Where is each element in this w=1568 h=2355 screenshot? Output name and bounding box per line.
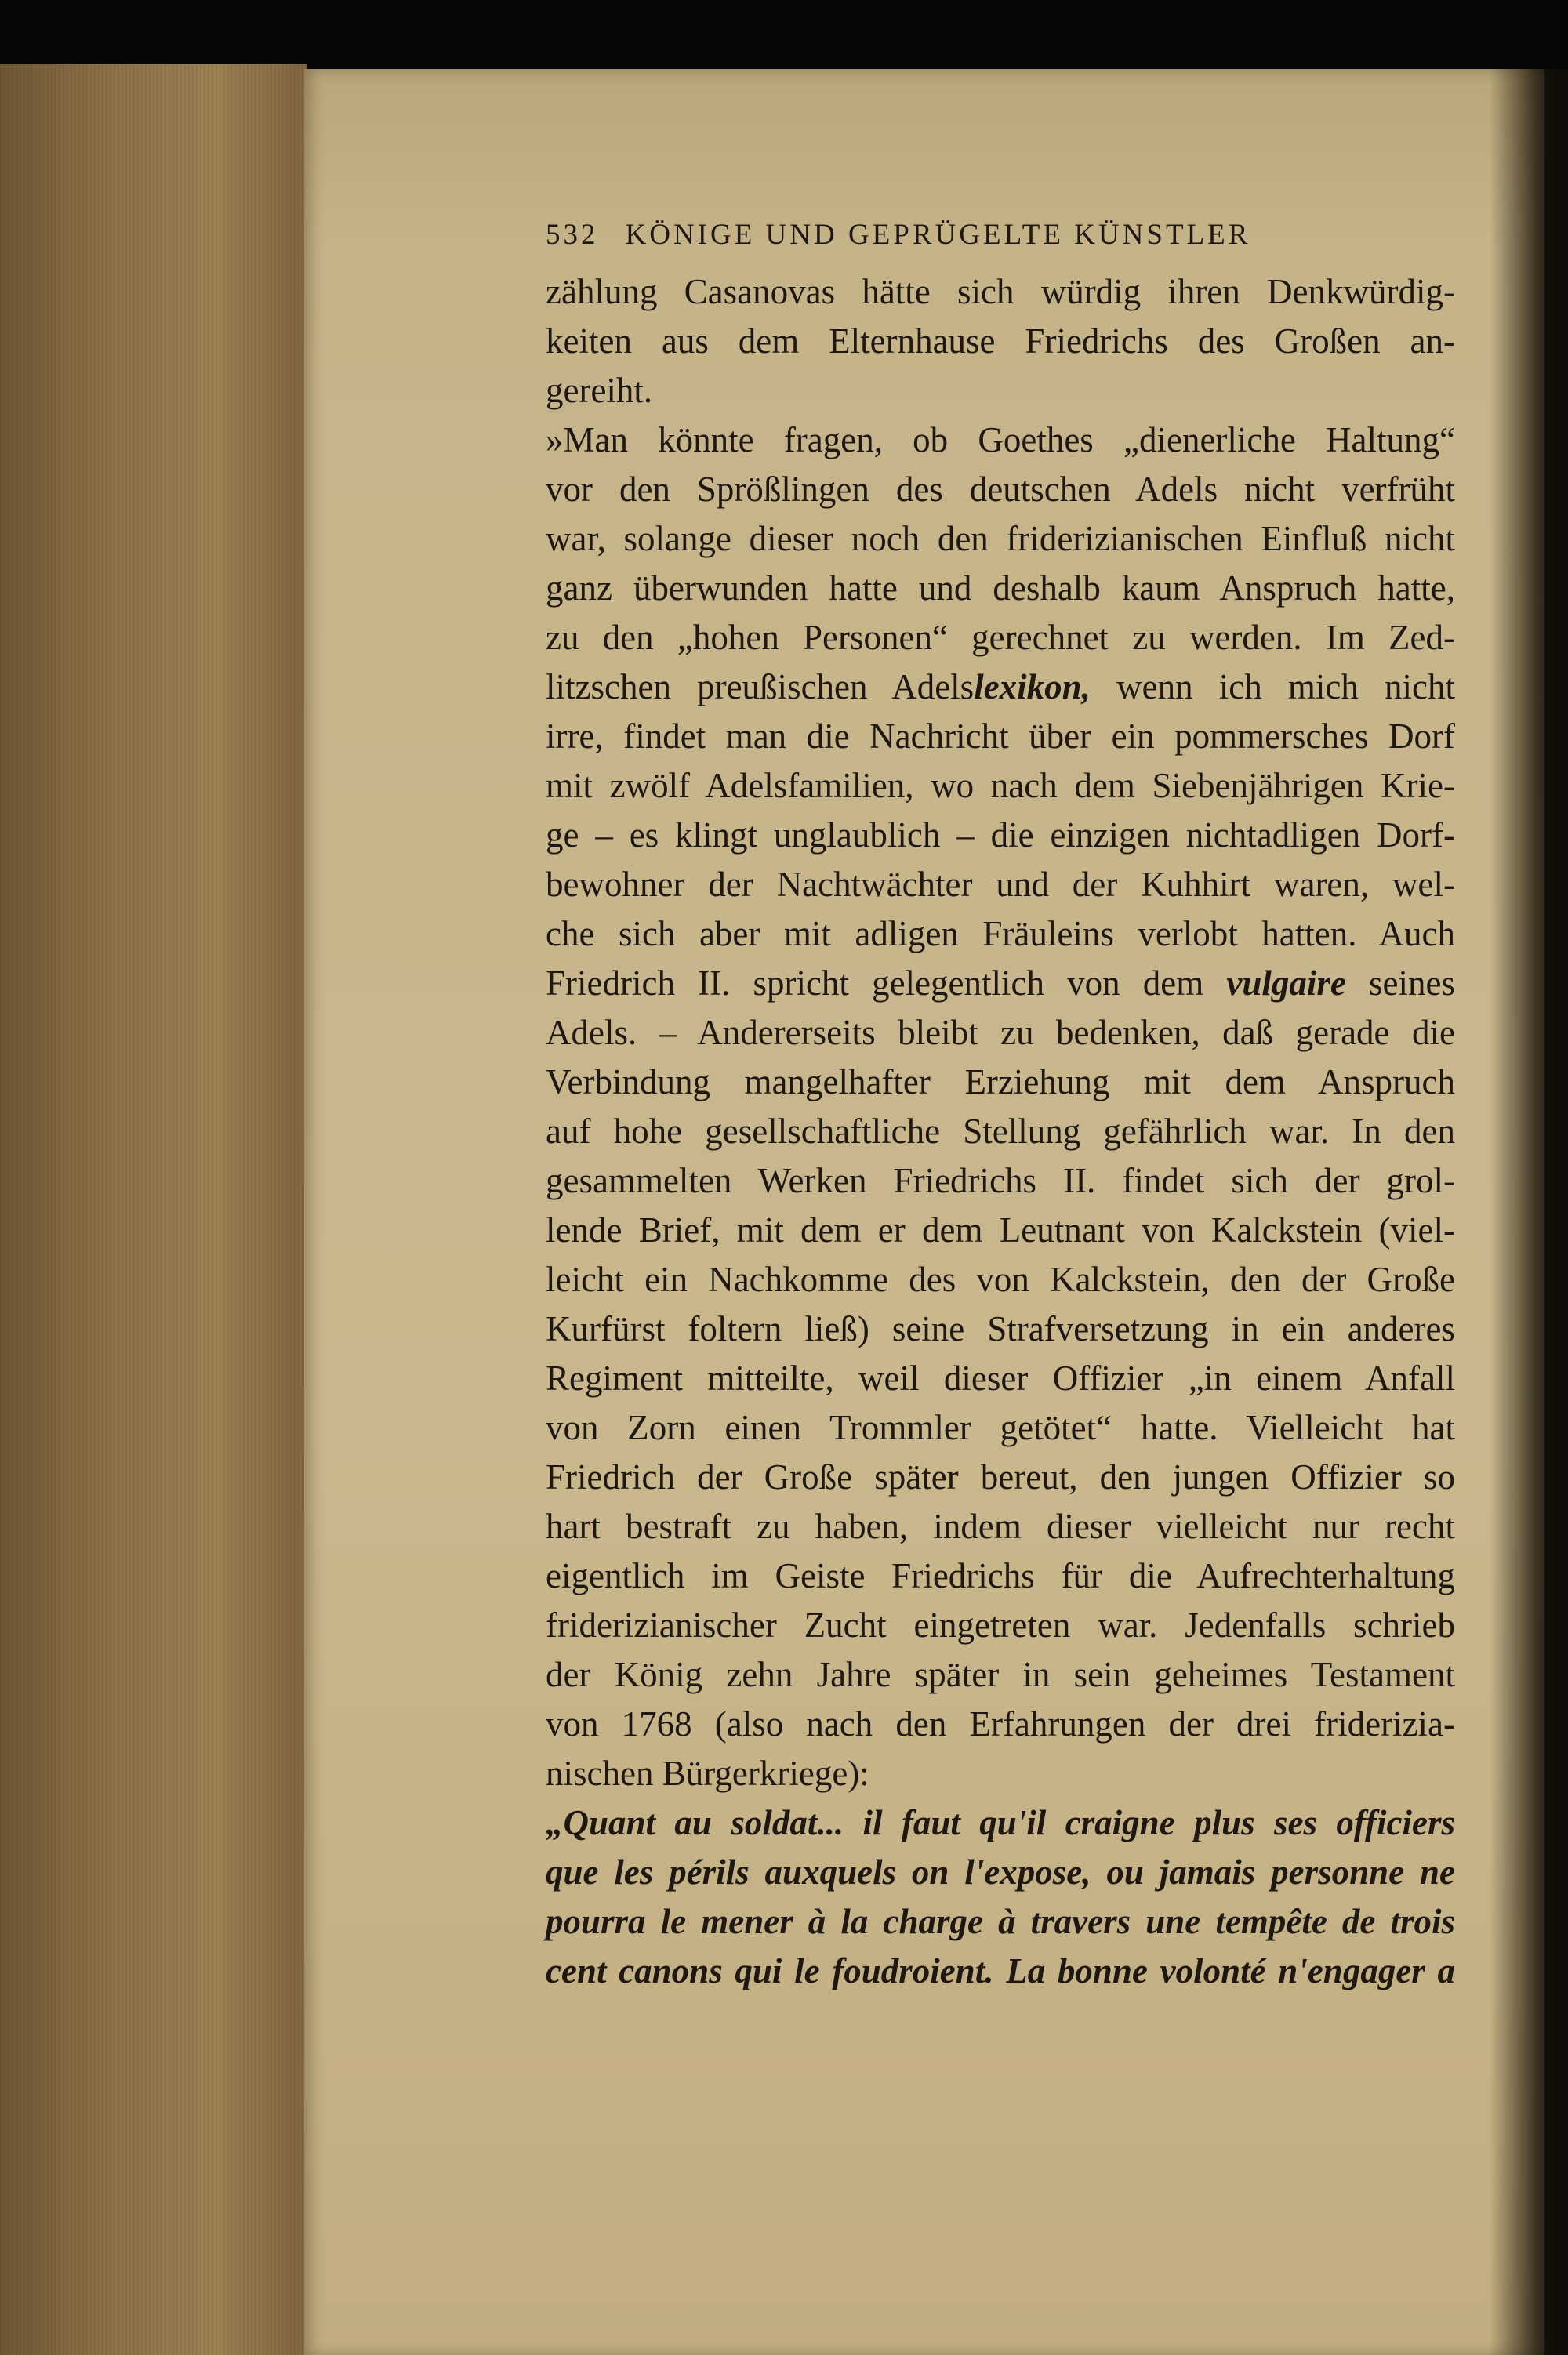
text-line: mit zwölf Adelsfamilien, wo nach dem Siebenjährigen Krie- bbox=[546, 766, 1455, 805]
text-line: eigentlich im Geiste Friedrichs für die Aufrechterhaltung bbox=[546, 1556, 1455, 1595]
text-line: Kurfürst foltern ließ) seine Strafversetzung in ein anderes bbox=[546, 1309, 1455, 1348]
text-line: vor den Sprößlingen des deutschen Adels nicht verfrüht bbox=[546, 470, 1455, 509]
text-line: Verbindung mangelhafter Erziehung mit dem Anspruch bbox=[546, 1062, 1455, 1101]
text-line: von 1768 (also nach den Erfahrungen der drei friderizia- bbox=[546, 1704, 1455, 1744]
page-gutter-shadow bbox=[1490, 69, 1568, 2355]
text-line: ge – es klingt unglaublich – die einzigen nichtadligen Dorf- bbox=[546, 815, 1455, 855]
text-line: gesammelten Werken Friedrichs II. findet sich der grol- bbox=[546, 1161, 1455, 1200]
text-line: keiten aus dem Elternhause Friedrichs des Großen an- bbox=[546, 321, 1455, 361]
text-line: Adels. – Andererseits bleibt zu bedenken, daß gerade die bbox=[546, 1013, 1455, 1052]
emphasized-word: lexikon, bbox=[974, 667, 1091, 706]
text-line: ganz überwunden hatte und deshalb kaum Anspruch hatte, bbox=[546, 568, 1455, 608]
text-line: hart bestraft zu haben, indem dieser vielleicht nur recht bbox=[546, 1507, 1455, 1546]
text-line: nischen Bürgerkriege): bbox=[546, 1754, 869, 1793]
scan-background-top bbox=[0, 0, 1568, 71]
page-number: 532 bbox=[546, 219, 599, 251]
text-line: gereiht. bbox=[546, 371, 653, 410]
text-line: friderizianischer Zucht eingetreten war. Jedenfalls schrieb bbox=[546, 1606, 1455, 1645]
emphasized-word: vulgaire bbox=[1226, 963, 1346, 1003]
text-line: irre, findet man die Nachricht über ein pommersches Dorf bbox=[546, 717, 1455, 756]
text-line: zu den „hohen Personen“ gerechnet zu werden. Im Zed- bbox=[546, 618, 1455, 657]
text-run: Friedrich II. spricht gelegentlich von dem bbox=[546, 963, 1227, 1003]
text-line bbox=[546, 959, 1455, 1008]
text-run: seines bbox=[1345, 963, 1455, 1003]
quote-line: pourra le mener à la charge à travers une tempête de trois bbox=[546, 1902, 1455, 1941]
text-line: bewohner der Nachtwächter und der Kuhhirt waren, wel- bbox=[546, 865, 1455, 904]
text-line: von Zorn einen Trommler getötet“ hatte. Vielleicht hat bbox=[546, 1408, 1455, 1447]
text-line: war, solange dieser noch den friderizianischen Einfluß nicht bbox=[546, 519, 1455, 558]
page-text bbox=[546, 218, 1455, 1996]
text-line: leicht ein Nachkomme des von Kalckstein, den der Große bbox=[546, 1260, 1455, 1299]
running-head-title: KÖNIGE UND GEPRÜGELTE KÜNSTLER bbox=[625, 219, 1251, 251]
quote-line: que les périls auxquels on l'expose, ou jamais personne ne bbox=[546, 1852, 1455, 1892]
text-line bbox=[546, 662, 1455, 712]
text-line: zählung Casanovas hätte sich würdig ihren Denkwürdig- bbox=[546, 272, 1455, 311]
quote-line: „Quant au soldat... il faut qu'il craigne plus ses officiers bbox=[546, 1803, 1455, 1842]
text-line: Friedrich der Große später bereut, den jungen Offizier so bbox=[546, 1457, 1455, 1497]
text-line: che sich aber mit adligen Fräuleins verlobt hatten. Auch bbox=[546, 914, 1455, 953]
quote-line: cent canons qui le foudroient. La bonne volonté n'engager a bbox=[546, 1951, 1455, 1990]
text-line: Regiment mitteilte, weil dieser Offizier „in einem Anfall bbox=[546, 1359, 1455, 1398]
text-line: der König zehn Jahre später in sein geheimes Testament bbox=[546, 1655, 1455, 1694]
running-head bbox=[546, 218, 1455, 252]
text-run: wenn ich mich nicht bbox=[1090, 667, 1455, 706]
text-line: lende Brief, mit dem er dem Leutnant von Kalckstein (viel- bbox=[546, 1210, 1455, 1250]
book-page-edges bbox=[0, 64, 307, 2355]
text-run: litzschen preußischen Adels bbox=[546, 667, 975, 706]
text-line: »Man könnte fragen, ob Goethes „dienerliche Haltung“ bbox=[546, 420, 1455, 459]
text-line: auf hohe gesellschaftliche Stellung gefährlich war. In den bbox=[546, 1112, 1455, 1151]
